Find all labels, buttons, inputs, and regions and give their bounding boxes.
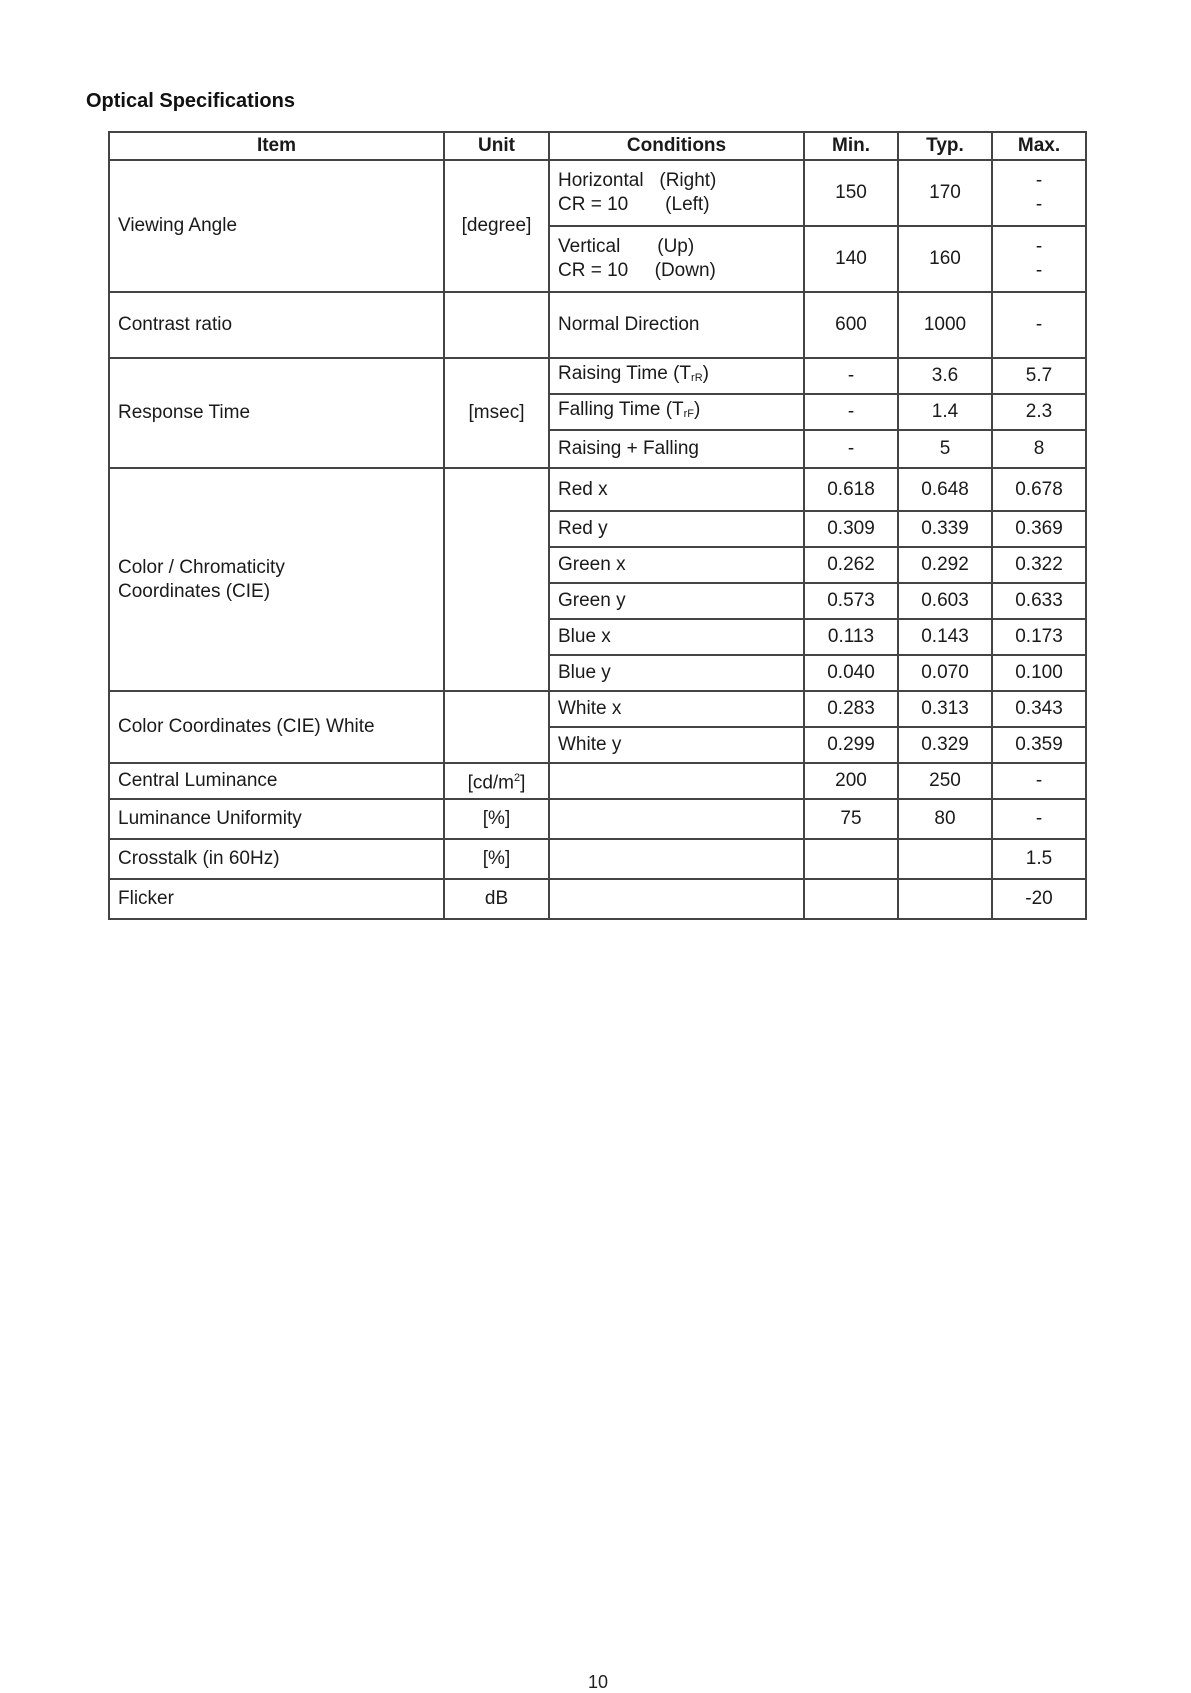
typ-raising-time: 3.6 — [898, 358, 992, 394]
cond-red-y: Red y — [549, 511, 804, 547]
item-viewing-angle: Viewing Angle — [109, 160, 444, 292]
max-green-y: 0.633 — [992, 583, 1086, 619]
table-row — [109, 763, 1086, 799]
min-green-x: 0.262 — [804, 547, 898, 583]
min-green-y: 0.573 — [804, 583, 898, 619]
cond-red-x: Red x — [549, 468, 804, 511]
min-horizontal: 150 — [804, 160, 898, 226]
min-raising-time: - — [804, 358, 898, 394]
cond-central-luminance — [549, 763, 804, 799]
max-horizontal: - - — [992, 160, 1086, 226]
min-white-y: 0.299 — [804, 727, 898, 763]
table-row — [109, 839, 1086, 879]
page-title: Optical Specifications — [86, 90, 295, 112]
max-white-y: 0.359 — [992, 727, 1086, 763]
cond-contrast-ratio: Normal Direction — [549, 292, 804, 358]
typ-flicker — [898, 879, 992, 919]
typ-horizontal: 170 — [898, 160, 992, 226]
table-row — [109, 292, 1086, 358]
max-white-x: 0.343 — [992, 691, 1086, 727]
typ-crosstalk — [898, 839, 992, 879]
cond-raising-falling: Raising + Falling — [549, 430, 804, 468]
max-blue-y: 0.100 — [992, 655, 1086, 691]
typ-green-y: 0.603 — [898, 583, 992, 619]
unit-response-time: [msec] — [444, 358, 549, 468]
typ-contrast-ratio: 1000 — [898, 292, 992, 358]
max-flicker: -20 — [992, 879, 1086, 919]
min-white-x: 0.283 — [804, 691, 898, 727]
typ-red-x: 0.648 — [898, 468, 992, 511]
table-row — [109, 358, 1086, 394]
min-luminance-uniformity: 75 — [804, 799, 898, 839]
header-min: Min. — [804, 132, 898, 160]
cond-white-y: White y — [549, 727, 804, 763]
typ-red-y: 0.339 — [898, 511, 992, 547]
table-row — [109, 691, 1086, 727]
table-row — [109, 160, 1086, 226]
optical-specifications-table — [108, 131, 1087, 920]
max-blue-x: 0.173 — [992, 619, 1086, 655]
min-red-x: 0.618 — [804, 468, 898, 511]
min-vertical: 140 — [804, 226, 898, 292]
table-header-row — [109, 132, 1086, 160]
item-flicker: Flicker — [109, 879, 444, 919]
max-raising-falling: 8 — [992, 430, 1086, 468]
typ-central-luminance: 250 — [898, 763, 992, 799]
item-crosstalk: Crosstalk (in 60Hz) — [109, 839, 444, 879]
min-blue-x: 0.113 — [804, 619, 898, 655]
unit-central-luminance: $[cd/m^2]$ — [444, 763, 549, 799]
max-luminance-uniformity: - — [992, 799, 1086, 839]
typ-white-y: 0.329 — [898, 727, 992, 763]
cond-white-x: White x — [549, 691, 804, 727]
cond-falling-time: Falling Time $(T_{rF})$ — [549, 394, 804, 430]
item-color-chromaticity: Color / Chromaticity Coordinates (CIE) — [109, 468, 444, 691]
cond-blue-y: Blue y — [549, 655, 804, 691]
item-central-luminance: Central Luminance — [109, 763, 444, 799]
unit-color-white — [444, 691, 549, 763]
max-green-x: 0.322 — [992, 547, 1086, 583]
typ-blue-x: 0.143 — [898, 619, 992, 655]
cond-luminance-uniformity — [549, 799, 804, 839]
table-row — [109, 879, 1086, 919]
min-raising-falling: - — [804, 430, 898, 468]
cond-flicker — [549, 879, 804, 919]
max-falling-time: 2.3 — [992, 394, 1086, 430]
unit-crosstalk: [%] — [444, 839, 549, 879]
header-conditions: Conditions — [549, 132, 804, 160]
min-red-y: 0.309 — [804, 511, 898, 547]
page-number: 10 — [588, 1672, 609, 1692]
cond-vertical: Vertical (Up) CR = 10 (Down) — [549, 226, 804, 292]
unit-viewing-angle: [degree] — [444, 160, 549, 292]
cond-green-x: Green x — [549, 547, 804, 583]
max-red-x: 0.678 — [992, 468, 1086, 511]
header-item: Item — [109, 132, 444, 160]
typ-raising-falling: 5 — [898, 430, 992, 468]
min-central-luminance: 200 — [804, 763, 898, 799]
max-raising-time: 5.7 — [992, 358, 1086, 394]
min-flicker — [804, 879, 898, 919]
unit-color-chromaticity — [444, 468, 549, 691]
typ-vertical: 160 — [898, 226, 992, 292]
typ-falling-time: 1.4 — [898, 394, 992, 430]
max-vertical: - - — [992, 226, 1086, 292]
typ-green-x: 0.292 — [898, 547, 992, 583]
header-unit: Unit — [444, 132, 549, 160]
item-luminance-uniformity: Luminance Uniformity — [109, 799, 444, 839]
min-crosstalk — [804, 839, 898, 879]
cond-blue-x: Blue x — [549, 619, 804, 655]
unit-contrast-ratio — [444, 292, 549, 358]
item-color-white: Color Coordinates (CIE) White — [109, 691, 444, 763]
unit-flicker: dB — [444, 879, 549, 919]
cond-raising-time: Raising Time $(T_{rR})$ — [549, 358, 804, 394]
header-typ: Typ. — [898, 132, 992, 160]
item-contrast-ratio: Contrast ratio — [109, 292, 444, 358]
max-red-y: 0.369 — [992, 511, 1086, 547]
typ-luminance-uniformity: 80 — [898, 799, 992, 839]
cond-horizontal: Horizontal (Right) CR = 10 (Left) — [549, 160, 804, 226]
min-falling-time: - — [804, 394, 898, 430]
max-contrast-ratio: - — [992, 292, 1086, 358]
header-max: Max. — [992, 132, 1086, 160]
max-central-luminance: - — [992, 763, 1086, 799]
item-response-time: Response Time — [109, 358, 444, 468]
max-crosstalk: 1.5 — [992, 839, 1086, 879]
cond-green-y: Green y — [549, 583, 804, 619]
cond-crosstalk — [549, 839, 804, 879]
table-row — [109, 799, 1086, 839]
typ-blue-y: 0.070 — [898, 655, 992, 691]
min-contrast-ratio: 600 — [804, 292, 898, 358]
typ-white-x: 0.313 — [898, 691, 992, 727]
table-row — [109, 468, 1086, 511]
min-blue-y: 0.040 — [804, 655, 898, 691]
unit-luminance-uniformity: [%] — [444, 799, 549, 839]
